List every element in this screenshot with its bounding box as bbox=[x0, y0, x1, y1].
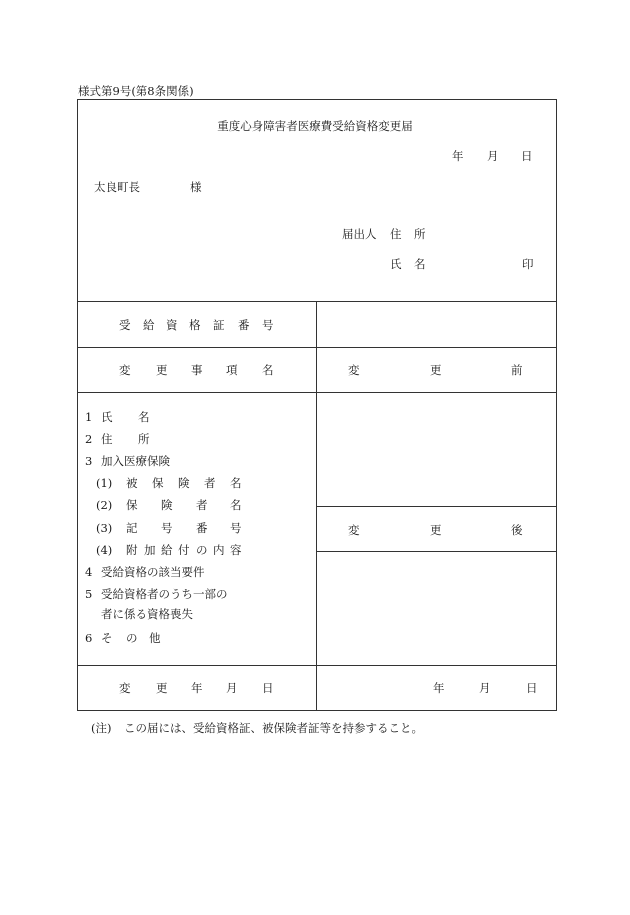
item-text: 者に係る資格喪失 bbox=[101, 607, 193, 621]
item-text: 付 bbox=[178, 543, 190, 557]
name-label-2: 名 bbox=[414, 257, 426, 271]
subitem-number: (4) bbox=[96, 543, 113, 557]
item-number: 4 bbox=[85, 565, 93, 579]
after-label-3: 後 bbox=[511, 523, 523, 537]
after-label-1: 変 bbox=[348, 523, 360, 537]
subitem-number: (3) bbox=[96, 521, 113, 535]
change-date-label-5: 日 bbox=[262, 681, 274, 695]
item-text: 者 bbox=[196, 498, 208, 512]
item-text: 受給資格者のうち一部の bbox=[101, 587, 228, 601]
item-text: 加 bbox=[144, 543, 156, 557]
item-text: 氏 bbox=[101, 410, 113, 424]
item-text: 号 bbox=[161, 521, 173, 535]
item-text: 保 bbox=[126, 498, 138, 512]
before-label-3: 前 bbox=[511, 363, 523, 377]
item-text: 給 bbox=[161, 543, 173, 557]
cert-number-label-1: 受 bbox=[119, 318, 131, 332]
name-label-1: 氏 bbox=[390, 257, 402, 271]
item-text: 名 bbox=[138, 410, 150, 424]
item-number: 2 bbox=[85, 432, 93, 446]
cert-number-label-7: 号 bbox=[262, 318, 274, 332]
date-month-label: 月 bbox=[487, 149, 499, 163]
cert-number-label-2: 給 bbox=[143, 318, 155, 332]
item-text: 被 bbox=[126, 476, 138, 490]
address-label-1: 住 bbox=[390, 227, 402, 241]
cert-number-label-5: 証 bbox=[213, 318, 225, 332]
before-label-2: 更 bbox=[430, 363, 442, 377]
subitem-number: (2) bbox=[96, 498, 113, 512]
row-divider bbox=[77, 301, 557, 302]
change-date-year: 年 bbox=[433, 681, 445, 695]
change-date-label-2: 更 bbox=[156, 681, 168, 695]
subitem-number: (1) bbox=[96, 476, 113, 490]
before-label-1: 変 bbox=[348, 363, 360, 377]
item-text: 保 bbox=[152, 476, 164, 490]
change-date-label-1: 変 bbox=[119, 681, 131, 695]
item-text: 名 bbox=[230, 498, 242, 512]
address-label-2: 所 bbox=[414, 227, 426, 241]
item-number: 3 bbox=[85, 454, 93, 468]
item-text: 号 bbox=[230, 521, 242, 535]
item-text: 容 bbox=[230, 543, 242, 557]
cert-number-label-4: 格 bbox=[189, 318, 201, 332]
after-label-2: 更 bbox=[430, 523, 442, 537]
item-text: 附 bbox=[126, 543, 138, 557]
row-divider bbox=[77, 665, 557, 666]
applicant-label: 届出人 bbox=[342, 227, 377, 241]
item-text: 受給資格の該当要件 bbox=[101, 565, 205, 579]
item-text: 者 bbox=[204, 476, 216, 490]
row-divider bbox=[77, 392, 557, 393]
row-divider bbox=[77, 347, 557, 348]
item-text: 険 bbox=[161, 498, 173, 512]
change-date-label-3: 年 bbox=[191, 681, 203, 695]
column-divider bbox=[316, 301, 317, 711]
cert-number-label-6: 番 bbox=[238, 318, 250, 332]
item-text: そ bbox=[101, 631, 113, 645]
date-day-label: 日 bbox=[521, 149, 533, 163]
item-text: の bbox=[196, 543, 208, 557]
note-label: (注) bbox=[91, 721, 112, 735]
change-item-label-2: 更 bbox=[156, 363, 168, 377]
seal-mark: 印 bbox=[522, 257, 534, 271]
item-number: 6 bbox=[85, 631, 93, 645]
item-text: 記 bbox=[126, 521, 138, 535]
item-text: の bbox=[126, 631, 138, 645]
item-text: 険 bbox=[178, 476, 190, 490]
row-divider bbox=[316, 506, 557, 507]
item-text: 他 bbox=[149, 631, 161, 645]
date-year-label: 年 bbox=[452, 149, 464, 163]
addressee-honorific: 様 bbox=[190, 180, 202, 194]
form-title: 重度心身障害者医療費受給資格変更届 bbox=[217, 119, 413, 133]
item-number: 1 bbox=[85, 410, 93, 424]
item-text: 内 bbox=[213, 543, 225, 557]
item-text: 番 bbox=[196, 521, 208, 535]
item-text: 所 bbox=[138, 432, 150, 446]
change-item-label-5: 名 bbox=[262, 363, 274, 377]
change-date-month: 月 bbox=[479, 681, 491, 695]
cert-number-label-3: 資 bbox=[166, 318, 178, 332]
row-divider bbox=[316, 551, 557, 552]
change-item-label-1: 変 bbox=[119, 363, 131, 377]
change-item-label-4: 項 bbox=[226, 363, 238, 377]
item-text: 加入医療保険 bbox=[101, 454, 170, 468]
item-number: 5 bbox=[85, 587, 93, 601]
item-text: 名 bbox=[230, 476, 242, 490]
item-text: 住 bbox=[101, 432, 113, 446]
note-text: この届には、受給資格証、被保険者証等を持参すること。 bbox=[124, 721, 423, 735]
change-item-label-3: 事 bbox=[191, 363, 203, 377]
change-date-label-4: 月 bbox=[226, 681, 238, 695]
form-number: 様式第9号(第8条関係) bbox=[78, 84, 194, 98]
addressee-name: 太良町長 bbox=[94, 180, 140, 194]
change-date-day: 日 bbox=[526, 681, 538, 695]
